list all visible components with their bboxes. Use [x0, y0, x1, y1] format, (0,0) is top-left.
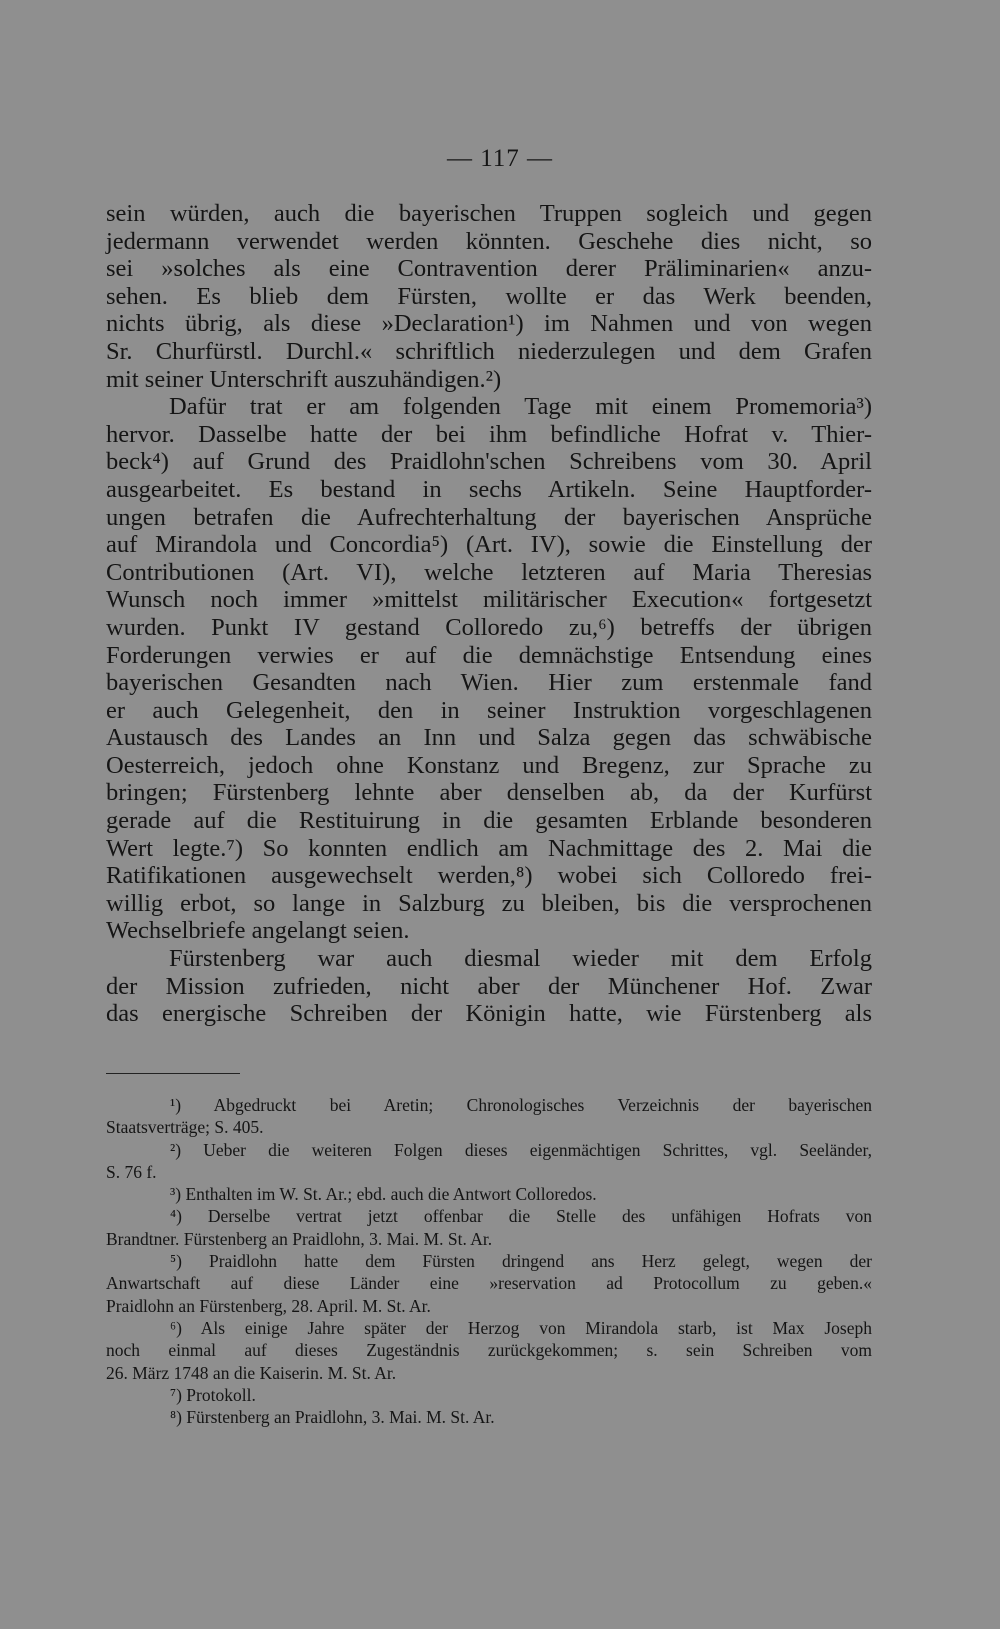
body-line: wurden. Punkt IV gestand Colloredo zu,⁶) betreffs der übrigen: [106, 613, 872, 641]
body-line: das energische Schreiben der Königin hatte, wie Fürstenberg als: [106, 1000, 872, 1028]
footnote-line: ⁷) Protokoll.: [170, 1384, 256, 1405]
footnote-line: ²) Ueber die weiteren Folgen dieses eigenmächtigen Schrittes, vgl. Seeländer,: [170, 1139, 872, 1160]
body-line: willig erbot, so lange in Salzburg zu bleiben, bis die versprochenen: [106, 889, 872, 917]
footnote-line: S. 76 f.: [106, 1161, 157, 1182]
body-line: Oesterreich, jedoch ohne Konstanz und Bregenz, zur Sprache zu: [106, 751, 872, 779]
body-line: er auch Gelegenheit, den in seiner Instruktion vorgeschlagenen: [106, 696, 872, 724]
footnote-line: ⁶) Als einige Jahre später der Herzog von Mirandola starb, ist Max Joseph: [170, 1317, 872, 1338]
body-line: Wert legte.⁷) So konnten endlich am Nachmittage des 2. Mai die: [106, 834, 872, 862]
body-line: hervor. Dasselbe hatte der bei ihm befindliche Hofrat v. Thier-: [106, 420, 872, 448]
body-line: auf Mirandola und Concordia⁵) (Art. IV), sowie die Einstellung der: [106, 531, 872, 559]
body-line: Forderungen verwies er auf die demnächstige Entsendung eines: [106, 641, 872, 669]
body-line: der Mission zufrieden, nicht aber der Münchener Hof. Zwar: [106, 972, 872, 1000]
footnote-separator: [106, 1073, 240, 1074]
body-line: ungen betrafen die Aufrechterhaltung der bayerischen Ansprüche: [106, 503, 872, 531]
body-line: sei »solches als eine Contravention derer Präliminarien« anzu-: [106, 255, 872, 283]
footnote-line: ⁴) Derselbe vertrat jetzt offenbar die Stelle des unfähigen Hofrats von: [170, 1206, 872, 1227]
footnote-line: Anwartschaft auf diese Länder eine »reservation ad Protocollum zu geben.«: [106, 1273, 872, 1294]
body-line: Fürstenberg war auch diesmal wieder mit dem Erfolg: [169, 945, 872, 973]
body-text: [106, 200, 872, 1028]
page-number: — 117 —: [446, 145, 554, 172]
body-line: jedermann verwendet werden könnten. Geschehe dies nicht, so: [106, 227, 872, 255]
footnote-line: 26. März 1748 an die Kaiserin. M. St. Ar.: [106, 1362, 397, 1383]
footnote-line: ³) Enthalten im W. St. Ar.; ebd. auch die Antwort Colloredos.: [170, 1184, 597, 1205]
footnote-line: Praidlohn an Fürstenberg, 28. April. M. St. Ar.: [106, 1295, 431, 1316]
body-line: Contributionen (Art. VI), welche letzteren auf Maria Theresias: [106, 558, 872, 586]
footnote-line: noch einmal auf dieses Zugeständnis zurückgekommen; s. sein Schreiben vom: [106, 1340, 872, 1361]
footnotes: [106, 1094, 872, 1428]
body-line: bayerischen Gesandten nach Wien. Hier zum erstenmale fand: [106, 669, 872, 697]
body-line: bringen; Fürstenberg lehnte aber denselben ab, da der Kurfürst: [106, 779, 872, 807]
body-line: Wechselbriefe angelangt seien.: [106, 917, 410, 945]
footnote-line: Brandtner. Fürstenberg an Praidlohn, 3. Mai. M. St. Ar.: [106, 1228, 493, 1249]
body-line: beck⁴) auf Grund des Praidlohn'schen Schreibens vom 30. April: [106, 448, 872, 476]
footnote-line: ¹) Abgedruckt bei Aretin; Chronologisches Verzeichnis der bayerischen: [170, 1095, 872, 1115]
body-line: Ratifikationen ausgewechselt werden,⁸) wobei sich Colloredo frei-: [106, 862, 872, 890]
footnote-line: ⁵) Praidlohn hatte dem Fürsten dringend ans Herz gelegt, wegen der: [170, 1251, 872, 1272]
body-line: Wunsch noch immer »mittelst militärischer Execution« fortgesetzt: [106, 586, 872, 614]
body-line: Sr. Churfürstl. Durchl.« schriftlich niederzulegen und dem Grafen: [106, 337, 872, 365]
body-line: sehen. Es blieb dem Fürsten, wollte er das Werk beenden,: [106, 282, 872, 310]
footnote-line: ⁸) Fürstenberg an Praidlohn, 3. Mai. M. St. Ar.: [170, 1407, 495, 1428]
footnote-line: Staatsverträge; S. 405.: [106, 1117, 264, 1138]
body-line: nichts übrig, als diese »Declaration¹) im Nahmen und von wegen: [106, 310, 872, 338]
body-line: ausgearbeitet. Es bestand in sechs Artikeln. Seine Hauptforder-: [106, 475, 872, 503]
body-line: sein würden, auch die bayerischen Truppen sogleich und gegen: [106, 200, 872, 227]
body-line: gerade auf die Restituirung in die gesamten Erblande besonderen: [106, 807, 872, 835]
body-line: Dafür trat er am folgenden Tage mit einem Promemoria³): [169, 393, 872, 421]
body-line: mit seiner Unterschrift auszuhändigen.²): [106, 365, 502, 393]
body-line: Austausch des Landes an Inn und Salza gegen das schwäbische: [106, 724, 872, 752]
